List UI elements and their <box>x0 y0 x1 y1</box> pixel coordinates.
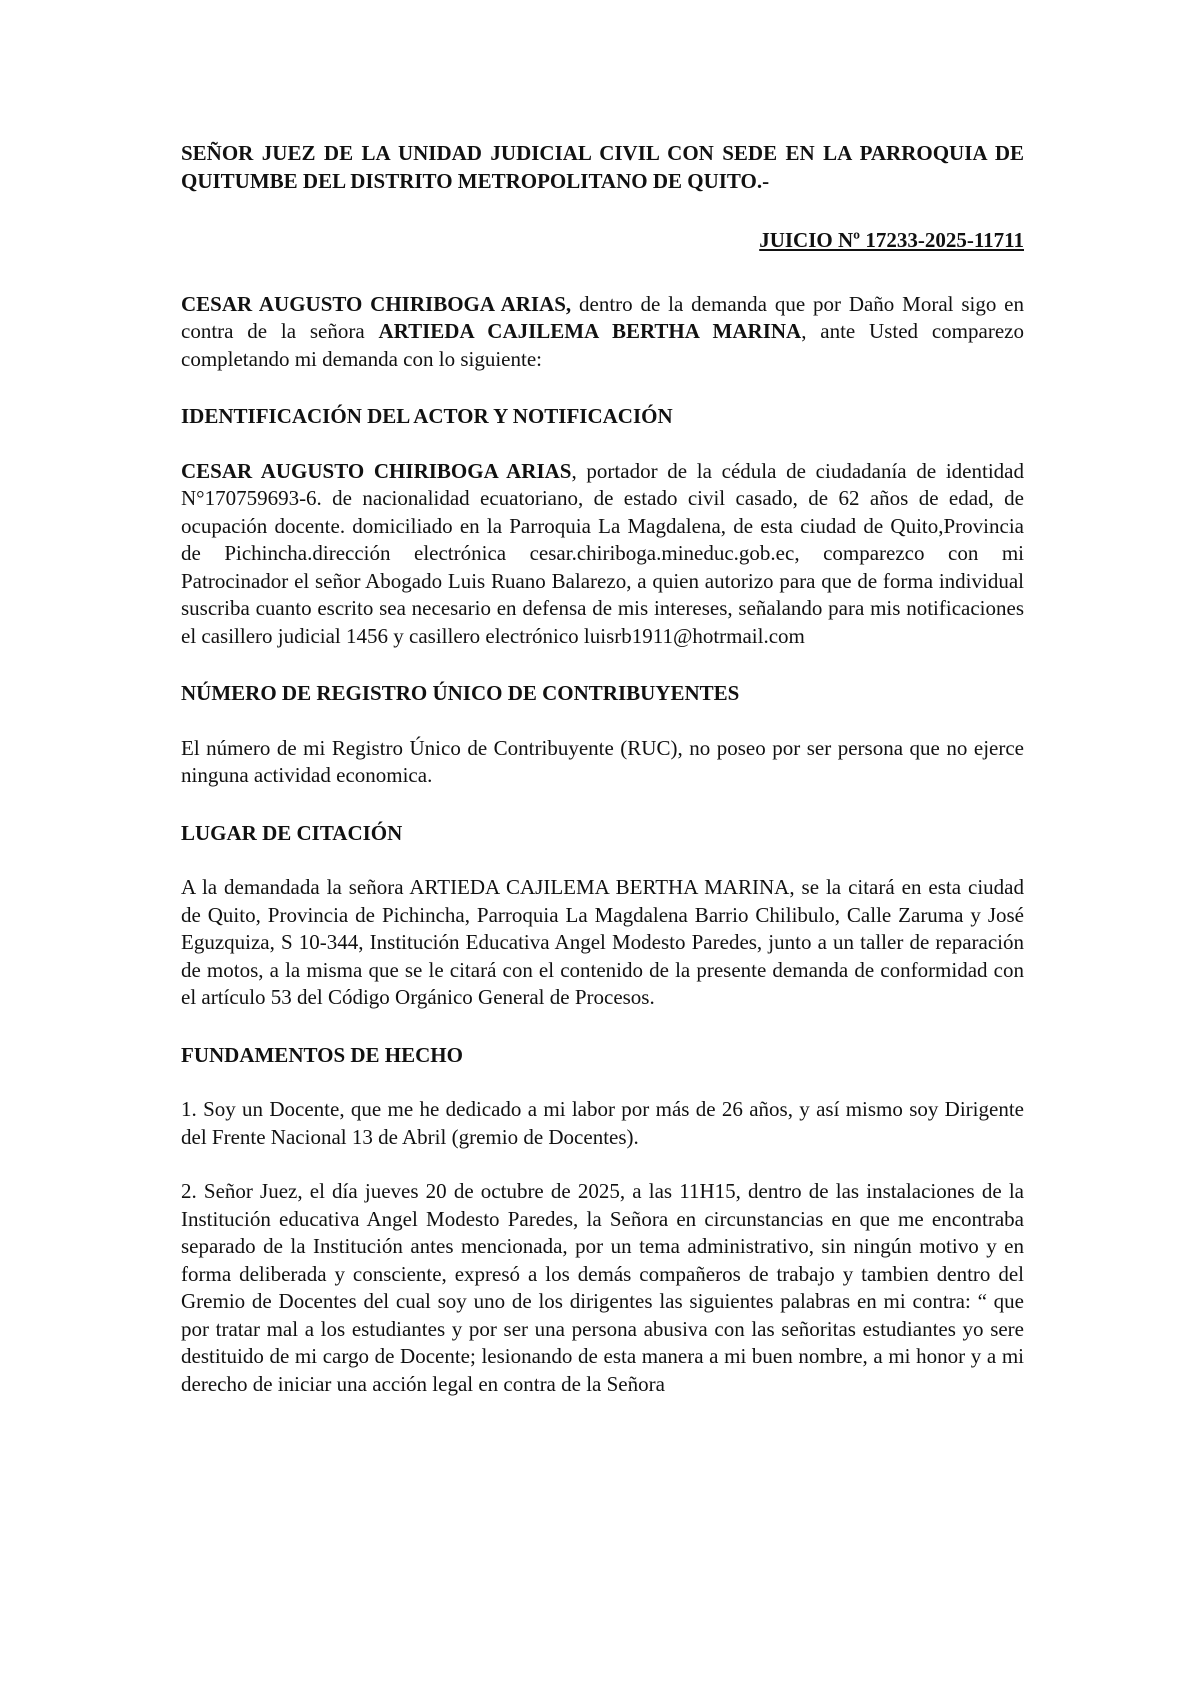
case-number: JUICIO Nº 17233-2025-11711 <box>759 228 1024 252</box>
fact-paragraph-2: 2. Señor Juez, el día jueves 20 de octubre de 2025, a las 11H15, dentro de las instalaciones de la Institución educativa Angel Modesto Paredes, la Señora en circunstancias en que me encontraba separado de la Institución antes mencionada, por un tema administrativo, sin ningún motivo y en forma deliberada y consciente, expresó a los demás compañeros de trabajo y tambien dentro del Gremio de Docentes del cual soy uno de los dirigentes las siguientes palabras en mi contra: “ que por tratar mal a los estudiantes y por ser una persona abusiva con las señoritas estudiantes yo sere destituido de mi cargo de Docente; lesionando de esta manera a mi buen nombre, a mi honor y a mi derecho de iniciar una acción legal en contra de la Señora <box>181 1179 1024 1396</box>
addressee: SEÑOR JUEZ DE LA UNIDAD JUDICIAL CIVIL CON SEDE EN LA PARROQUIA DE QUITUMBE DEL DISTRITO METROPOLITANO DE QUITO.- <box>181 141 1024 193</box>
fact-paragraph-1: 1. Soy un Docente, que me he dedicado a mi labor por más de 26 años, y así mismo soy Dirigente del Frente Nacional 13 de Abril (gremio de Docentes). <box>181 1097 1024 1149</box>
section-heading-facts: FUNDAMENTOS DE HECHO <box>181 1042 463 1067</box>
intro-text-1: dentro de la demanda que por Daño Moral sigo en contra de la señora <box>181 291 1024 343</box>
actor-name: CESAR AUGUSTO CHIRIBOGA ARIAS, <box>181 291 572 316</box>
ruc-paragraph: El número de mi Registro Único de Contribuyente (RUC), no poseo por ser persona que no ejerce ninguna actividad economica. <box>181 735 1024 787</box>
identification-text: , portador de la cédula de ciudadanía de identidad N°170759693-6. de nacionalidad ecuatoriano, de estado civil casado, de 62 años de edad, de ocupación docente. domiciliado en la Parroquia La Magdalena, de esta ciudad de Quito,Provincia de Pichincha.dirección electrónica cesar.chiriboga.mineduc.gob.ec, comparezco con mi Patrocinador el señor Abogado Luis Ruano Balarezo, a quien autorizo para que de forma individual suscriba cuanto escrito sea necesario en defensa de mis intereses, señalando para mis notificaciones el casillero judicial 1456 y casillero electrónico luisrb1911@hotrmail.com <box>181 458 1024 648</box>
identification-paragraph <box>181 458 1024 651</box>
intro-paragraph <box>181 291 1024 374</box>
section-heading-ruc: NÚMERO DE REGISTRO ÚNICO DE CONTRIBUYENTES <box>181 681 740 705</box>
document-page <box>181 140 1024 1398</box>
citation-place-paragraph: A la demandada la señora ARTIEDA CAJILEMA BERTHA MARINA, se la citará en esta ciudad de Quito, Provincia de Pichincha, Parroquia La Magdalena Barrio Chilibulo, Calle Zaruma y José Eguzquiza, S 10-344, Institución Educativa Angel Modesto Paredes, junto a un taller de reparación de motos, a la misma que se le citará con el contenido de la presente demanda de conformidad con el artículo 53 del Código Orgánico General de Procesos. <box>181 875 1024 1009</box>
section-heading-identification: IDENTIFICACIÓN DEL ACTOR Y NOTIFICACIÓN <box>181 404 673 428</box>
identification-actor-name: CESAR AUGUSTO CHIRIBOGA ARIAS <box>181 458 572 483</box>
defendant-name: ARTIEDA CAJILEMA BERTHA MARINA <box>378 319 802 343</box>
section-heading-citation-place: LUGAR DE CITACIÓN <box>181 820 403 845</box>
intro-text-2: , ante Usted comparezo completando mi demanda con lo siguiente: <box>181 319 1024 371</box>
